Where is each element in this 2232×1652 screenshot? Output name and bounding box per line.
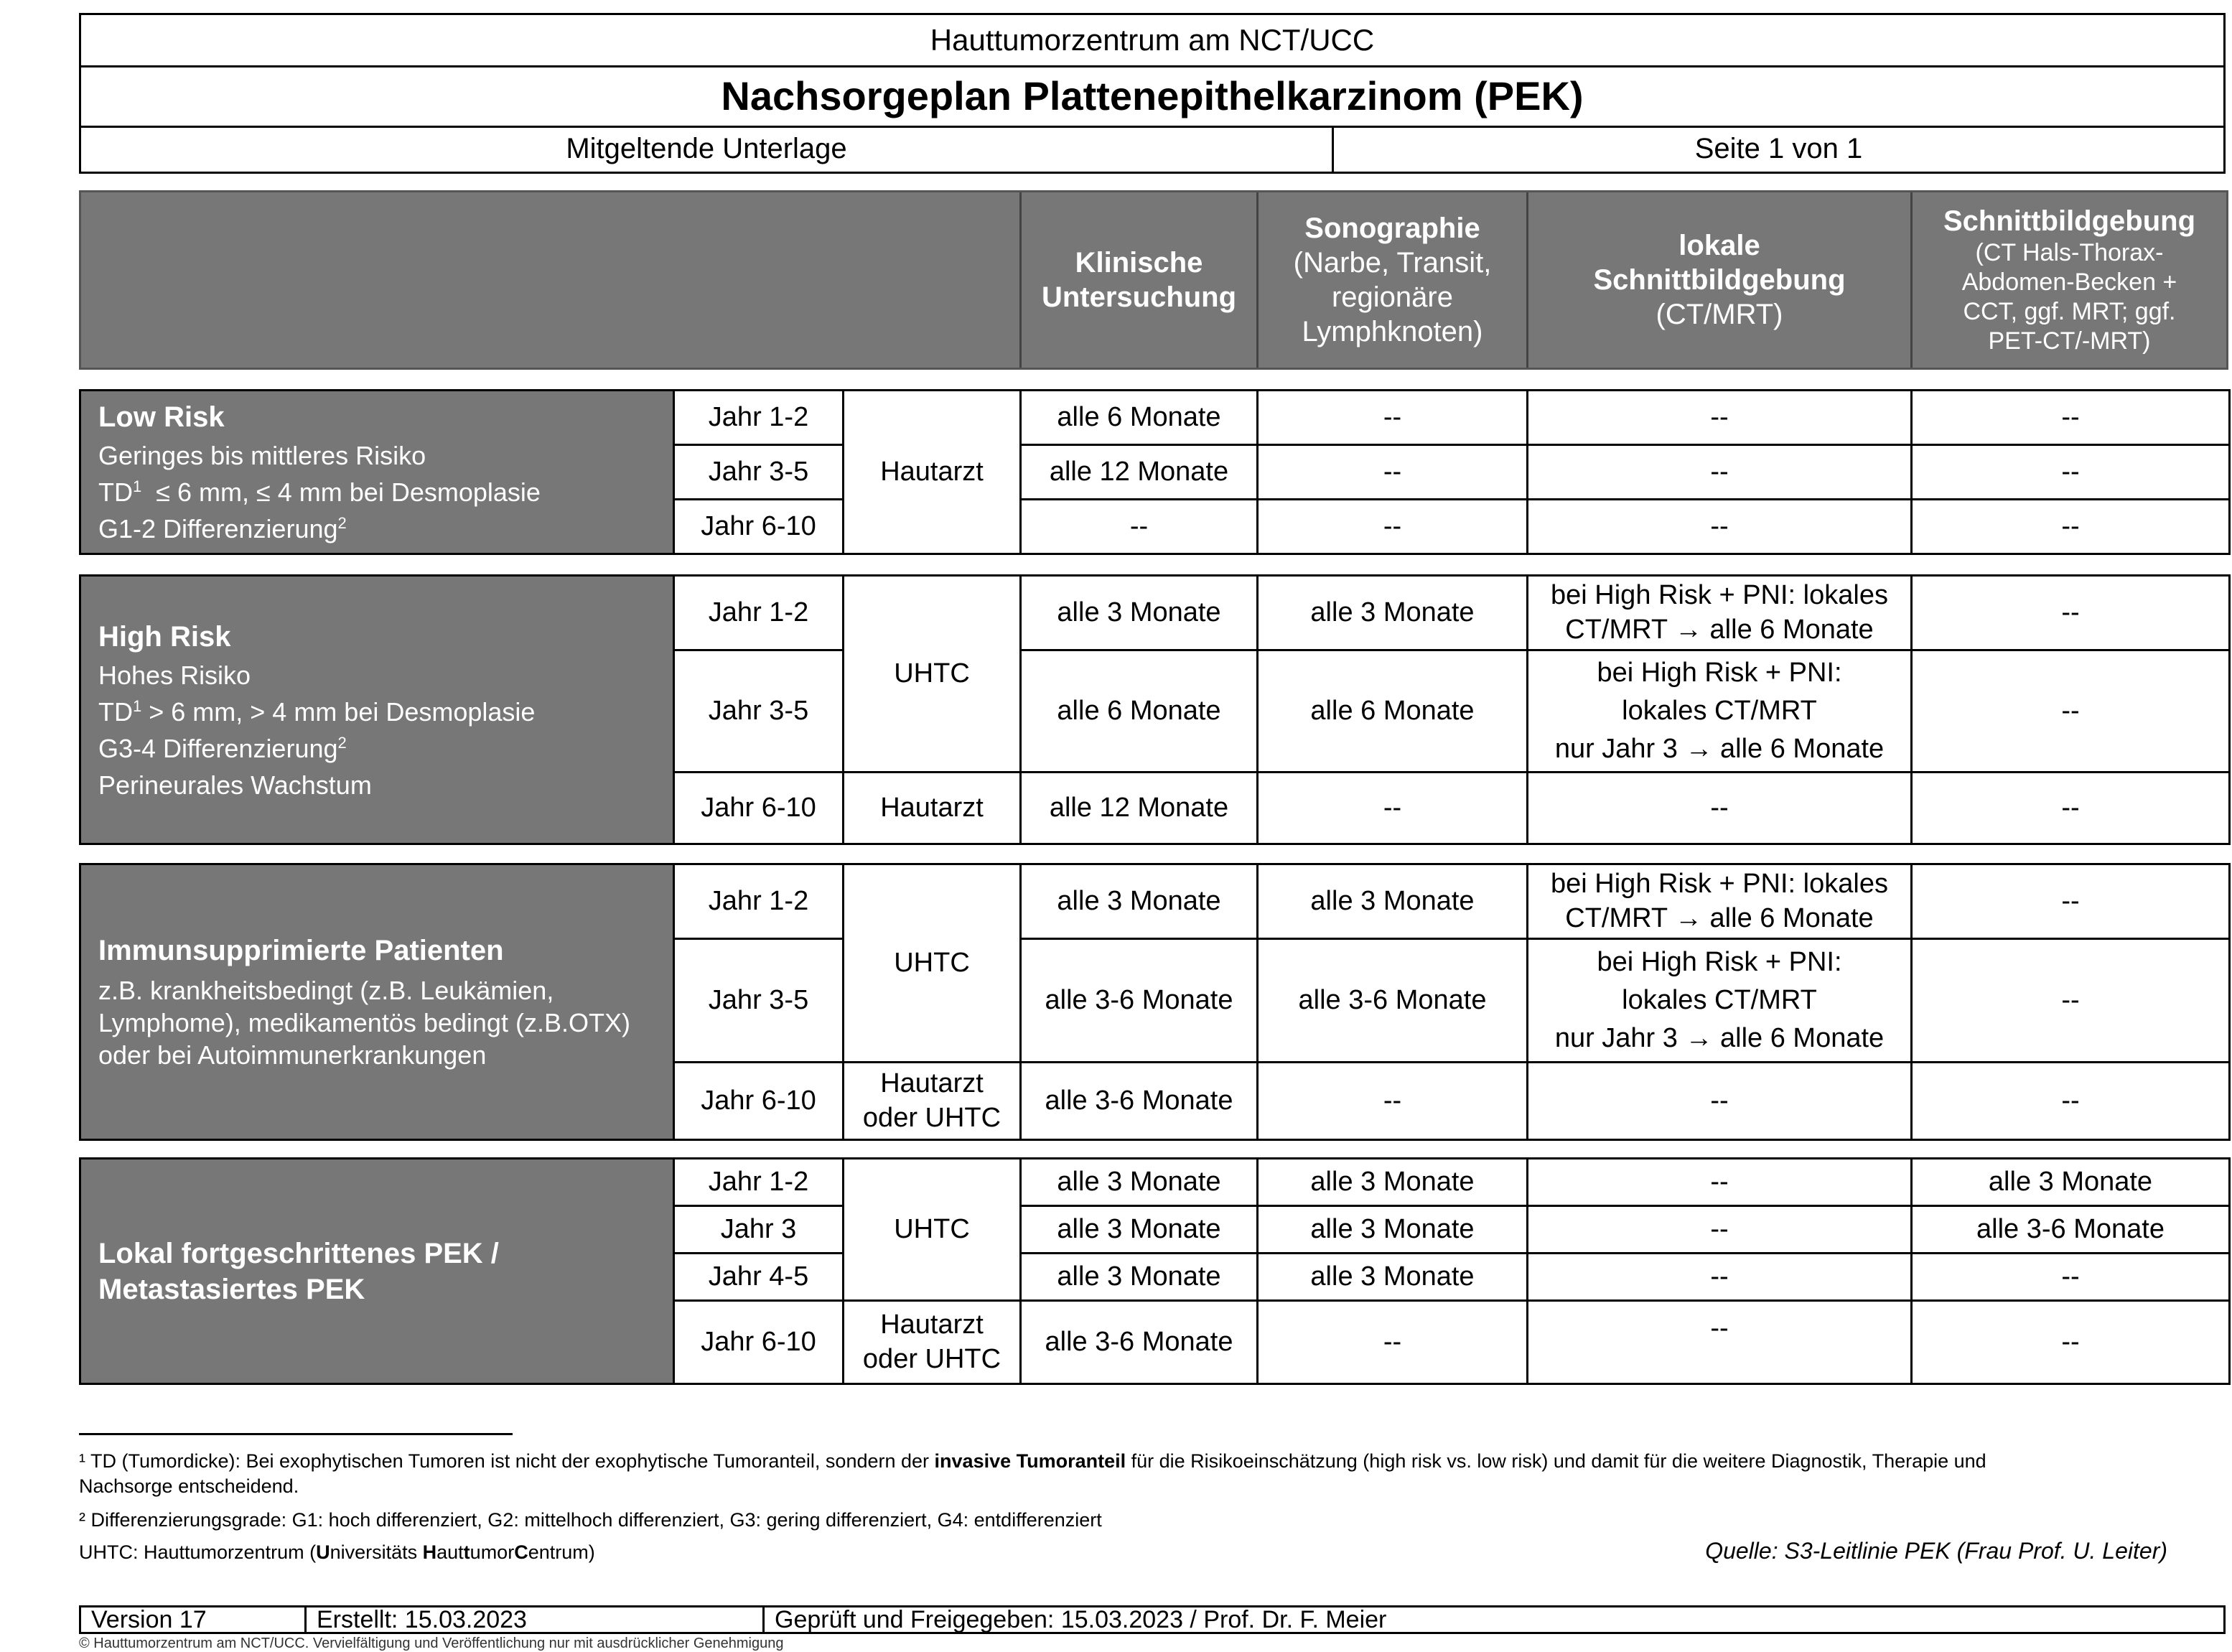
column-header-text: (Narbe, Transit, (1293, 247, 1492, 279)
sonographie-cell: -- (1258, 1063, 1528, 1140)
schnitt-cell: -- (1912, 1254, 2230, 1301)
lokal-cell (1528, 650, 1912, 773)
group-description (98, 476, 655, 508)
year-cell: Jahr 3-5 (674, 445, 844, 500)
klinisch-cell: -- (1021, 500, 1258, 554)
td-text: TD (98, 696, 133, 727)
klinisch-cell: alle 6 Monate (1021, 650, 1258, 773)
lokal-cell: -- (1528, 1063, 1912, 1140)
column-header-text: regionäre (1331, 281, 1453, 313)
group-title: Lokal fortgeschrittenes PEK / (98, 1237, 499, 1269)
responsible-cell: UHTC (844, 1159, 1021, 1301)
lokal-cell: -- (1528, 391, 1912, 445)
copyright-notice: © Hauttumorzentrum am NCT/UCC. Vervielfältigung und Veröffentlichung nur mit ausdrücklicher Genehmigung (79, 1635, 784, 1651)
column-header-text: PET-CT/-MRT) (1988, 327, 2151, 355)
sonographie-cell: -- (1258, 445, 1528, 500)
sonographie-cell: alle 3 Monate (1258, 1206, 1528, 1254)
klinisch-cell: alle 3 Monate (1021, 864, 1258, 939)
schnitt-cell: -- (1912, 864, 2230, 939)
year-cell: Jahr 3-5 (674, 939, 844, 1063)
grading-text: G1-2 Differenzierung (98, 514, 338, 543)
footnote-text: ¹ TD (Tumordicke): Bei exophytischen Tumoren ist nicht der exophytische Tumoranteil, sondern der (79, 1450, 935, 1472)
responsible-cell: Hautarzt (844, 391, 1021, 554)
klinisch-cell: alle 3 Monate (1021, 576, 1258, 650)
schnitt-cell: -- (1912, 773, 2230, 844)
klinisch-cell: alle 3 Monate (1021, 1159, 1258, 1206)
klinisch-cell: alle 3-6 Monate (1021, 1063, 1258, 1140)
column-header-text: (CT Hals-Thorax- (1975, 239, 2164, 267)
group-description: oder bei Autoimmunerkrankungen (98, 1040, 487, 1070)
grading-text: G3-4 Differenzierung (98, 733, 338, 763)
schnitt-cell: -- (1912, 391, 2230, 445)
immunsupprimiert-table (79, 863, 2231, 1141)
group-description (98, 513, 655, 545)
footnote-ref: 1 (133, 477, 142, 495)
sonographie-cell: alle 3-6 Monate (1258, 939, 1528, 1063)
column-header-lokale-schnittbildgebung (1526, 192, 1910, 368)
column-header-sonographie (1256, 192, 1526, 368)
legend-initial: U (316, 1541, 330, 1563)
legend-initial: C (514, 1541, 528, 1563)
footnote-2: ² Differenzierungsgrade: G1: hoch differenziert, G2: mittelhoch differenziert, G3: gering differenziert, G4: entdifferenziert (79, 1509, 1102, 1531)
schnitt-cell: -- (1912, 939, 2230, 1063)
year-cell: Jahr 3 (674, 1206, 844, 1254)
column-header-text: Lymphknoten) (1302, 316, 1483, 347)
lokal-cell: -- (1528, 1301, 1912, 1384)
table-row (80, 864, 2230, 939)
group-description: Geringes bis mittleres Risiko (98, 441, 426, 470)
group-label-immunsupprimiert (80, 864, 674, 1140)
year-cell: Jahr 1-2 (674, 1159, 844, 1206)
lokal-line: bei High Risk + PNI: (1597, 657, 1842, 688)
responsible-line: Hautarzt (880, 1310, 984, 1340)
footnote-text: für die Risikoeinschätzung (high risk vs. low risk) und damit für die weitere Diagnostik, Therapie und (1126, 1450, 1986, 1472)
schnitt-cell: alle 3 Monate (1912, 1159, 2230, 1206)
klinisch-cell: alle 6 Monate (1021, 391, 1258, 445)
schnitt-cell: -- (1912, 1063, 2230, 1140)
sonographie-cell: alle 3 Monate (1258, 1254, 1528, 1301)
sonographie-cell: -- (1258, 500, 1528, 554)
lokal-fortgeschritten-table (79, 1157, 2231, 1385)
year-cell: Jahr 6-10 (674, 500, 844, 554)
group-description: z.B. krankheitsbedingt (z.B. Leukämien, (98, 976, 554, 1005)
schnitt-cell: -- (1912, 500, 2230, 554)
lokal-cell (1528, 939, 1912, 1063)
klinisch-cell: alle 3-6 Monate (1021, 939, 1258, 1063)
footnote-separator (79, 1433, 513, 1435)
responsible-cell (844, 1063, 1021, 1140)
year-cell: Jahr 6-10 (674, 1063, 844, 1140)
responsible-cell (844, 1301, 1021, 1384)
column-header-text: Untersuchung (1041, 281, 1237, 313)
schnitt-cell: -- (1912, 1301, 2230, 1384)
klinisch-cell: alle 12 Monate (1021, 445, 1258, 500)
footnote-ref: 1 (133, 696, 142, 715)
sonographie-cell: -- (1258, 773, 1528, 844)
td-text: > 6 mm, > 4 mm bei Desmoplasie (141, 696, 536, 727)
table-row (80, 1159, 2230, 1206)
column-header-klinisch (1019, 192, 1256, 368)
schnitt-cell: alle 3-6 Monate (1912, 1206, 2230, 1254)
lokal-cell: -- (1528, 1206, 1912, 1254)
group-title: Low Risk (98, 401, 225, 433)
lokal-cell: -- (1528, 1159, 1912, 1206)
footnote-ref: 2 (337, 733, 347, 752)
lokal-line: lokales CT/MRT (1622, 695, 1817, 726)
group-description: Perineurales Wachstum (98, 770, 372, 800)
responsible-line: oder UHTC (862, 1343, 1001, 1374)
column-header-text: lokale (1678, 230, 1760, 261)
column-header-text: Schnittbildgebung (1943, 205, 2196, 238)
column-header-band (79, 190, 2228, 370)
responsible-cell: UHTC (844, 576, 1021, 773)
sonographie-cell: alle 6 Monate (1258, 650, 1528, 773)
approval-info: Geprüft und Freigegeben: 15.03.2023 / Prof. Dr. F. Meier (775, 1605, 1387, 1633)
legend-initial: H (422, 1541, 437, 1563)
group-description: Lymphome), medikamentös bedingt (z.B.OTX) (98, 1008, 630, 1037)
lokal-cell: -- (1528, 445, 1912, 500)
legend-initial: t (463, 1541, 470, 1563)
schnitt-cell: -- (1912, 445, 2230, 500)
lokal-line: nur Jahr 3 → alle 6 Monate (1554, 734, 1885, 765)
group-title: Metastasiertes PEK (98, 1273, 365, 1305)
footnote-text: Nachsorge entscheidend. (79, 1475, 299, 1498)
column-header-text: CCT, ggf. MRT; ggf. (1963, 298, 2176, 325)
column-header-text: Klinische (1075, 247, 1203, 279)
page-title: Nachsorgeplan Plattenepithelkarzinom (PEK) (81, 65, 2223, 128)
lokal-line: CT/MRT → alle 6 Monate (1565, 614, 1874, 645)
year-cell: Jahr 4-5 (674, 1254, 844, 1301)
version-label: Version 17 (81, 1607, 307, 1632)
lokal-line: bei High Risk + PNI: (1597, 946, 1842, 977)
footnote-1 (79, 1449, 2204, 1499)
legend-text: umor (470, 1541, 515, 1563)
sonographie-cell: -- (1258, 1301, 1528, 1384)
klinisch-cell: alle 12 Monate (1021, 773, 1258, 844)
group-description (98, 696, 655, 728)
document-header (79, 13, 2226, 174)
responsible-cell: Hautarzt (844, 773, 1021, 844)
created-date: Erstellt: 15.03.2023 (307, 1607, 765, 1632)
group-label-low-risk (80, 391, 674, 554)
table-row (80, 576, 2230, 650)
group-label-high-risk (80, 576, 674, 844)
legend-text: niversitäts (330, 1541, 423, 1563)
column-header-text: (CT/MRT) (1656, 299, 1783, 330)
legend-text: entrum) (528, 1541, 595, 1563)
responsible-line: oder UHTC (862, 1102, 1001, 1133)
column-header-text: Abdomen-Becken + (1961, 269, 2177, 297)
table-row (80, 391, 2230, 445)
year-cell: Jahr 6-10 (674, 773, 844, 844)
group-description: Hohes Risiko (98, 660, 251, 690)
legend-text: UHTC: Hauttumorzentrum ( (79, 1541, 317, 1563)
lokal-line: bei High Risk + PNI: lokales (1551, 869, 1888, 899)
column-header-text: Sonographie (1304, 213, 1480, 244)
year-cell: Jahr 6-10 (674, 1301, 844, 1384)
group-title: High Risk (98, 620, 231, 653)
year-cell: Jahr 1-2 (674, 864, 844, 939)
sonographie-cell: alle 3 Monate (1258, 864, 1528, 939)
high-risk-table (79, 574, 2231, 845)
column-header-blank (81, 192, 1019, 368)
center-name: Hauttumorzentrum am NCT/UCC (81, 15, 2223, 67)
uhtc-legend (79, 1540, 595, 1565)
year-cell: Jahr 1-2 (674, 391, 844, 445)
sonographie-cell: -- (1258, 391, 1528, 445)
column-header-text: Schnittbildgebung (1593, 264, 1846, 296)
td-text: TD (98, 477, 133, 507)
year-cell: Jahr 3-5 (674, 650, 844, 773)
lokal-cell (1528, 576, 1912, 650)
lokal-line: lokales CT/MRT (1622, 984, 1817, 1015)
klinisch-cell: alle 3 Monate (1021, 1254, 1258, 1301)
group-description (98, 732, 655, 765)
td-text: ≤ 6 mm, ≤ 4 mm bei Desmoplasie (141, 477, 541, 507)
klinisch-cell: alle 3 Monate (1021, 1206, 1258, 1254)
doc-type: Mitgeltende Unterlage (81, 126, 1334, 172)
lokal-cell (1528, 864, 1912, 939)
column-header-schnittbildgebung (1910, 192, 2226, 368)
source-citation: Quelle: S3-Leitlinie PEK (Frau Prof. U. Leiter) (1705, 1538, 2167, 1564)
year-cell: Jahr 1-2 (674, 576, 844, 650)
responsible-line: Hautarzt (880, 1068, 984, 1098)
klinisch-cell: alle 3-6 Monate (1021, 1301, 1258, 1384)
sonographie-cell: alle 3 Monate (1258, 1159, 1528, 1206)
lokal-cell: -- (1528, 1254, 1912, 1301)
document-footer (79, 1605, 2226, 1634)
footnote-ref: 2 (337, 514, 347, 532)
sonographie-cell: alle 3 Monate (1258, 576, 1528, 650)
group-title: Immunsupprimierte Patienten (98, 935, 504, 966)
page-number: Seite 1 von 1 (1694, 132, 1863, 164)
responsible-cell: UHTC (844, 864, 1021, 1063)
lokal-line: nur Jahr 3 → alle 6 Monate (1554, 1023, 1885, 1054)
group-label-lokal-fortgeschritten (80, 1159, 674, 1384)
schnitt-cell: -- (1912, 650, 2230, 773)
schnitt-cell: -- (1912, 576, 2230, 650)
lokal-cell: -- (1528, 773, 1912, 844)
header-meta-row (81, 126, 2223, 172)
lokal-line: bei High Risk + PNI: lokales (1551, 580, 1888, 610)
low-risk-table (79, 389, 2231, 555)
legend-text: aut (436, 1541, 464, 1563)
lokal-line: CT/MRT → alle 6 Monate (1565, 902, 1874, 933)
lokal-cell: -- (1528, 500, 1912, 554)
footnote-emphasis: invasive Tumoranteil (934, 1450, 1126, 1472)
